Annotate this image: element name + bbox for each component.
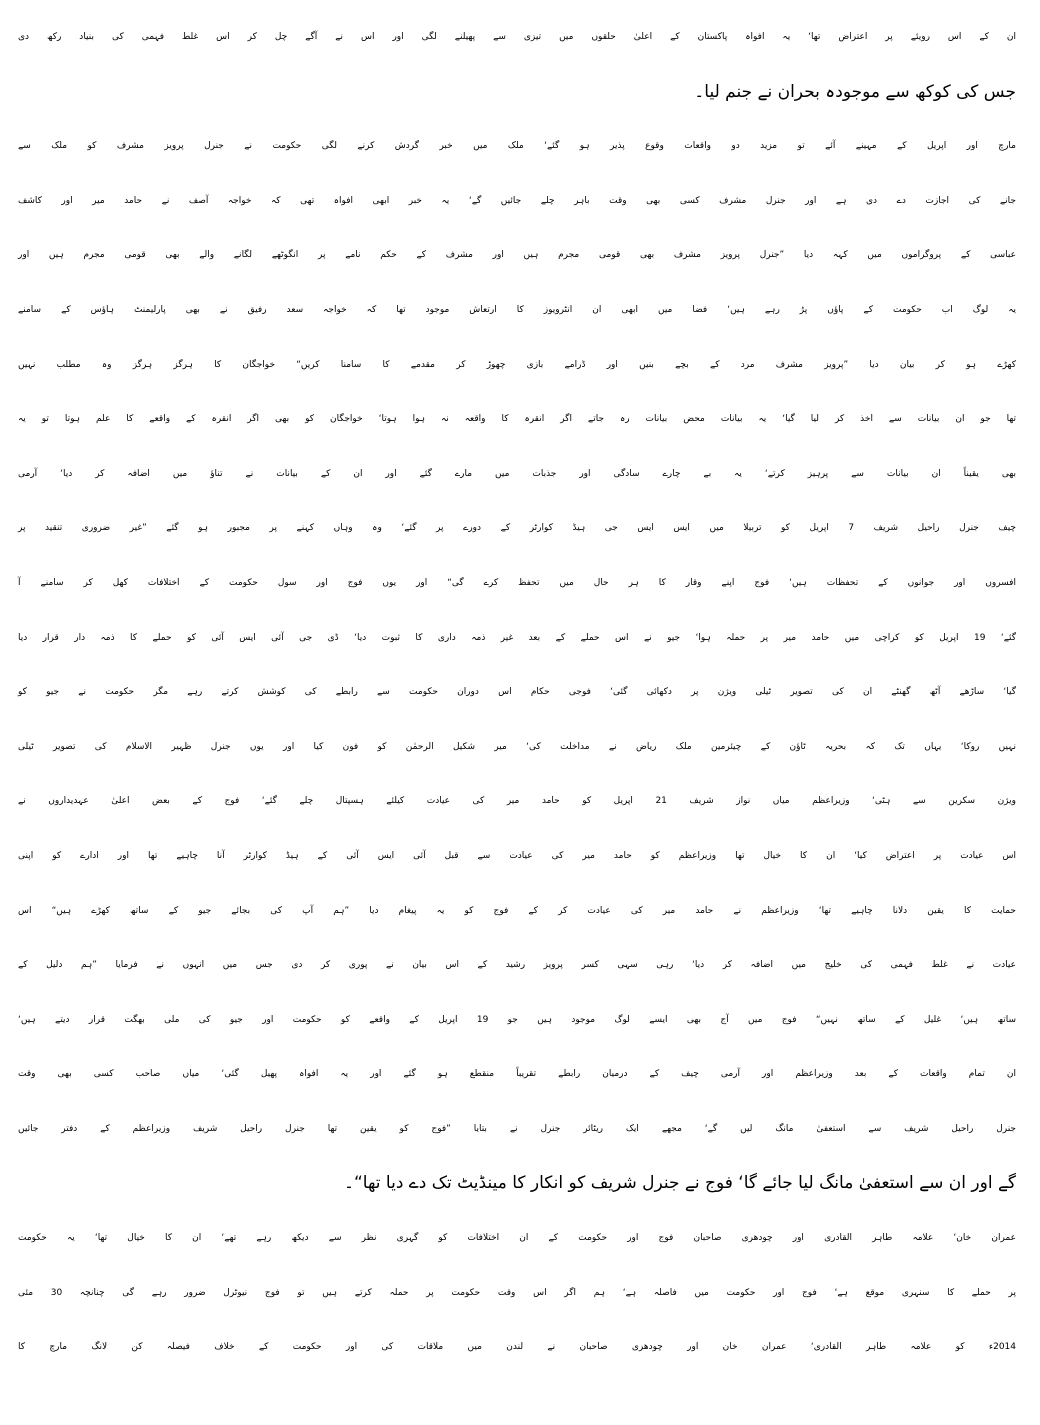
text-line: کھڑے ہو کر بیان دیا ”پرویز مشرف مرد کے بچے بنیں اور ڈرامے بازی چھوڑ کر مقدمے کا سامنا کریں“ خواجگان کا ہرگز ہرگز وہ مطلب نہیں (18, 359, 1016, 370)
text-line: پر حملے کا سنہری موقع ہے‘ فوج اور حکومت میں فاصلہ ہے‘ ہم اگر اس وقت حکومت پر حملہ کرتے ہیں تو فوج نیوٹرل ضرور رہے گی چنانچہ 30 مئی (18, 1287, 1017, 1298)
text-line: گئے‘ 19 اپریل کو کراچی میں حامد میر پر حملہ ہوا‘ جیو نے اس حملے کے بعد غیر ذمہ داری کا ثبوت دیا‘ ڈی جی آئی ایس آئی کو حملے کا ذمہ دار قرار دیا (18, 632, 1016, 643)
paragraph (18, 10, 1016, 119)
text-line: جس کی کوکھ سے موجودہ بحران نے جنم لیا۔ (694, 81, 1016, 102)
article-body (18, 10, 1016, 1375)
text-line: ان کے اس رویئے پر اعتراض تھا‘ یہ افواہ پاکستان کے اعلیٰ حلقوں میں تیزی سے پھیلنے لگی اور اس نے آگے چل کر اس غلط فہمی کی بنیاد رکھ دی (18, 32, 1016, 42)
text-line: حمایت کا یقین دلانا چاہیے تھا‘ وزیراعظم نے حامد میر کی عیادت کر کے فوج کو یہ پیغام دیا ”ہم آپ کی بجائے جیو کے ساتھ کھڑے ہیں“ اس (18, 905, 1016, 916)
text-line: بھی یقیناً ان بیانات سے پرہیز کرتے‘ یہ بے چارے سادگی اور جذبات میں مارے گئے اور ان کے بیانات نے تناؤ میں اضافہ کر دیا‘ آرمی (18, 468, 1016, 479)
text-line: چیف جنرل راحیل شریف 7 اپریل کو تربیلا میں ایس ایس جی ہیڈ کوارٹر کے دورے پر گئے‘ وہ وہاں کہنے پر مجبور ہو گئے ”غیر ضروری تنقید پر (18, 523, 1016, 534)
text-line: گیا‘ ساڑھے آٹھ گھنٹے ان کی تصویر ٹیلی ویژن پر دکھائی گئی‘ فوجی حکام اس دوران حکومت سے رابطے کی کوشش کرتے رہے مگر حکومت نے جیو کو (18, 687, 1016, 698)
text-line: جانے کی اجازت دے دی ہے اور جنرل مشرف کسی بھی وقت باہر چلے جائیں گے‘ یہ خبر ابھی افواہ تھی کہ خواجہ آصف نے حامد میر اور کاشف (18, 195, 1016, 206)
text-line: اس عیادت پر اعتراض کیا‘ ان کا خیال تھا وزیراعظم کو حامد میر کی عیادت سے قبل آئی ایس آئی کے ہیڈ کوارٹر آنا چاہیے تھا اور ادارے کو اپنی (18, 850, 1016, 861)
text-line: تھا جو ان بیانات سے اخذ کر لیا گیا‘ یہ بیانات محض بیانات رہ جاتے اگر انقرہ کا واقعہ نہ ہوا ہوتا‘ خواجگان کو بھی اگر انقرہ کے واقعے کا علم ہوتا تو یہ (18, 414, 1016, 425)
text-line: عباسی کے پروگراموں میں کہہ دیا ”جنرل پرویز مشرف بھی قومی مجرم ہیں اور مشرف کے حکم نامے پر انگوٹھے لگانے والے بھی قومی مجرم ہیں اور (18, 250, 1016, 261)
text-line: یہ لوگ اب حکومت کے پاؤں پڑ رہے ہیں‘ فضا میں ابھی ان انٹرویوز کا ارتعاش موجود تھا کہ خواجہ سعد رفیق نے بھی پارلیمنٹ ہاؤس کے سامنے (18, 304, 1016, 315)
text-line: عمران خان‘ علامہ طاہر القادری اور چودھری صاحبان فوج اور حکومت کے ان اختلافات کو گہری نظر سے دیکھ رہے تھے‘ ان کا خیال تھا‘ یہ حکومت (18, 1233, 1016, 1244)
paragraph (18, 1211, 1016, 1375)
text-line: ساتھ ہیں‘ غلیل کے ساتھ نہیں“ فوج میں آج بھی ایسے لوگ موجود ہیں جو 19 اپریل کے واقعے کو حکومت اور جیو کی ملی بھگت قرار دیتے ہیں‘ (18, 1014, 1016, 1025)
text-line: نہیں روکا‘ یہاں تک کہ بحریہ ٹاؤن کے چیئرمین ملک ریاض نے مداخلت کی‘ میر شکیل الرحمٰن کو فون کیا اور یوں جنرل ظہیر الاسلام کی تصویر ٹیلی (18, 741, 1016, 752)
paragraph (18, 119, 1016, 1211)
text-line: مارچ اور اپریل کے مہینے آئے تو مزید دو واقعات وقوع پذیر ہو گئے‘ ملک میں خبر گردش کرنے لگی حکومت نے جنرل پرویز مشرف کو ملک سے (18, 141, 1016, 152)
text-line: ان تمام واقعات کے بعد وزیراعظم اور آرمی چیف کے درمیان رابطے تقریباً منقطع ہو گئے اور یہ افواہ پھیل گئی‘ میاں صاحب کسی بھی وقت (18, 1069, 1016, 1080)
text-line: 2014ء کو علامہ طاہر القادری‘ عمران خان اور چودھری صاحبان نے لندن میں ملاقات کی اور حکومت کے خلاف فیصلہ کن لانگ مارچ کا (18, 1342, 1016, 1353)
text-line: ویژن سکرین سے ہٹی‘ وزیراعظم میاں نواز شریف 21 اپریل کو حامد میر کی عیادت کیلئے ہسپتال چلے گئے‘ فوج کے بعض اعلیٰ عہدیداروں نے (18, 796, 1016, 807)
text-line: عیادت نے غلط فہمی کی خلیج میں اضافہ کر دیا‘ رہی سہی کسر پرویز رشید کے اس بیان نے پوری کر دی جس میں انہوں نے فرمایا ”ہم دلیل کے (18, 960, 1016, 971)
text-line: گے اور ان سے استعفیٰ مانگ لیا جائے گا‘ فوج نے جنرل شریف کو انکار کا مینڈیٹ تک دے دیا تھا“۔ (344, 1173, 1016, 1194)
text-line: جنرل راحیل شریف سے استعفیٰ مانگ لیں گے‘ مجھے ایک ریٹائر جنرل نے بتایا ”فوج کو یقین تھا جنرل راحیل شریف وزیراعظم کے دفتر جائیں (18, 1123, 1016, 1134)
text-line: افسروں اور جوانوں کے تحفظات ہیں‘ فوج اپنے وقار کا ہر حال میں تحفظ کرے گی“ اور یوں فوج اور سول حکومت کے اختلافات کھل کر سامنے آ (18, 577, 1016, 588)
